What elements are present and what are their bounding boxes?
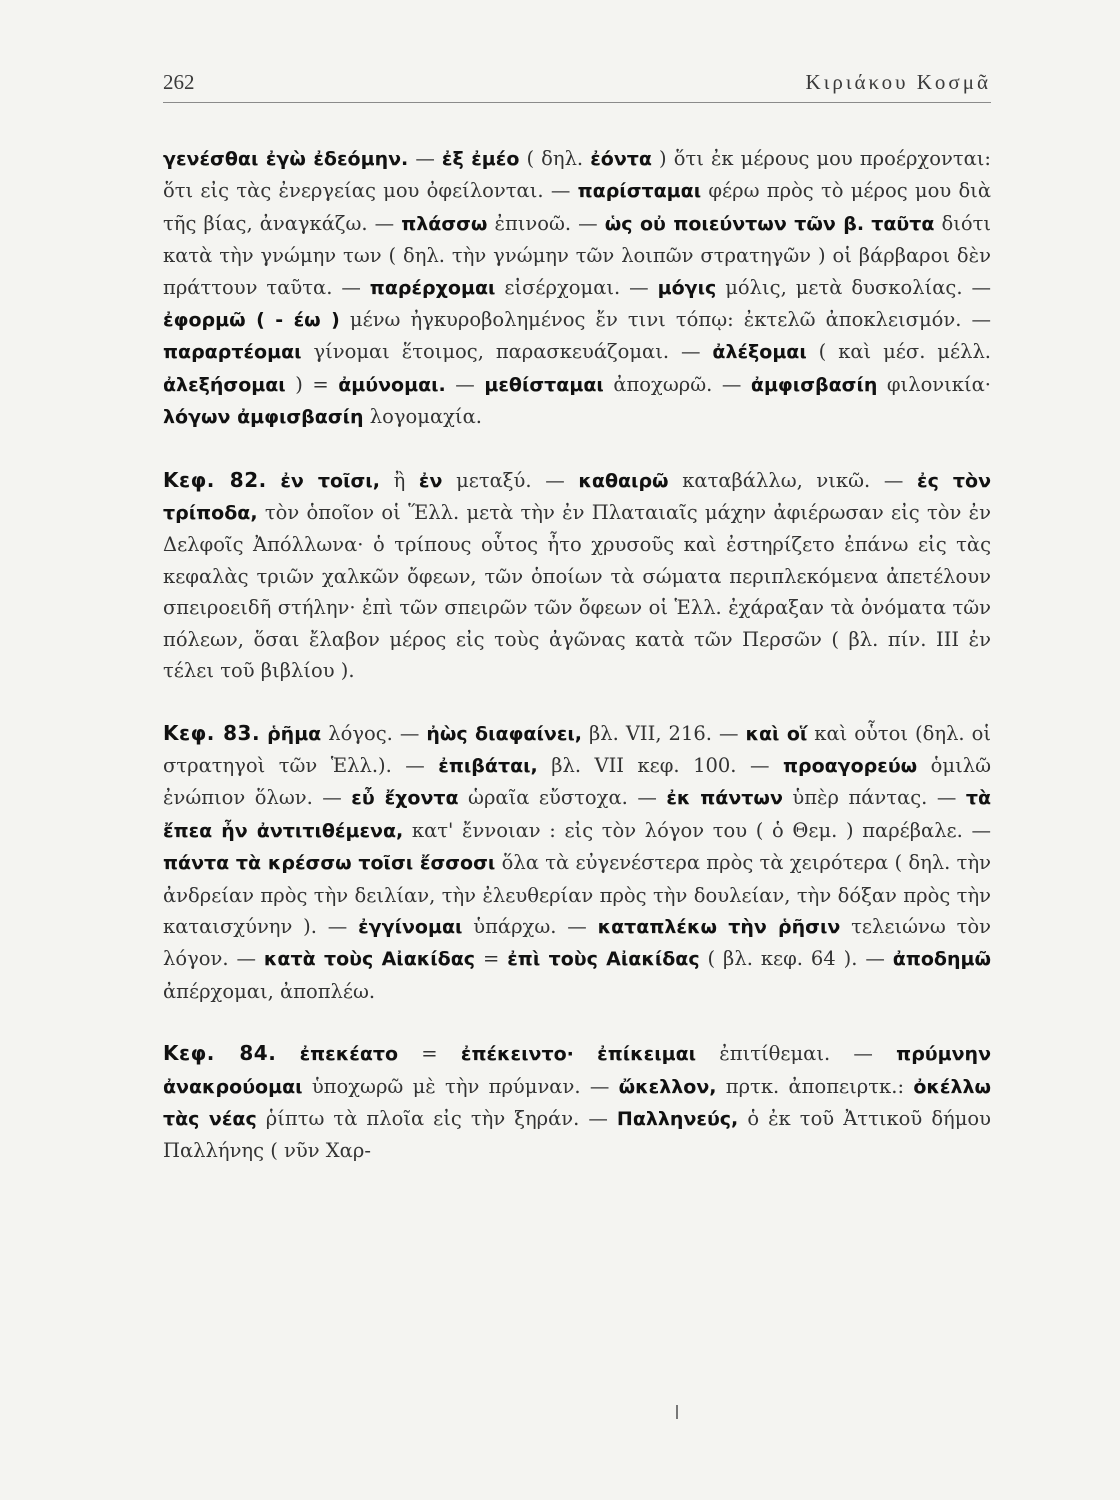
paragraph-chapter-83 <box>163 718 991 1008</box>
lemma-term: εὖ ἔχοντα <box>351 787 459 810</box>
gloss-text: ) ὅτι ἐκ μέρους μου προέρχονται: ὅτι εἰς τὰς ἐνεργείας μου ὀφείλονται. — <box>163 147 991 203</box>
gloss-text: ὑπάρχω. — <box>462 914 598 938</box>
lemma-term: πλάσσω <box>401 212 488 235</box>
gloss-text: ( δηλ. <box>519 147 591 170</box>
paragraph-chapter-82 <box>163 465 991 687</box>
gloss-text: καὶ οὗτοι (δηλ. οἱ στρατηγοὶ τῶν Ἑλλ.). — <box>163 721 992 777</box>
gloss-text: βλ. VII, 216. — <box>582 721 746 745</box>
gloss-text: γίνομαι ἕτοιμος, παρασκευάζομαι. — <box>301 340 713 364</box>
lemma-term: Παλληνεύς, <box>616 1107 739 1130</box>
lemma-term: ἐκ πάντων <box>666 787 783 810</box>
chapter-heading: Κεφ. 84. <box>163 1041 277 1066</box>
gloss-text: ὡραῖα εὔστοχα. — <box>458 786 667 810</box>
lemma-term: ἐν <box>418 469 443 492</box>
lemma-term: τὰ ἔπεα ἦν ἀντιτιθέμενα, <box>163 787 991 842</box>
lemma-term: ἀλέξομαι <box>712 341 807 364</box>
gloss-text <box>276 1042 299 1065</box>
lemma-term: ἐπίκειμαι <box>597 1043 697 1066</box>
gloss-text: ἐπινοῶ. — <box>487 211 605 235</box>
gloss-text: ὅλα τὰ εὐγενέστερα πρὸς τὰ χειρότερα ( δηλ. τὴν ἀνδρείαν πρὸς τὴν δειλίαν, τὴν ἐλευθερίαν πρὸς τὴν δουλείαν, τὴν δόξαν πρὸς τὴν καταισχύνην ). — <box>163 851 991 938</box>
gloss-text: τελειώνω τὸν λόγον. — <box>163 914 991 971</box>
chapter-heading: Κεφ. 83. <box>163 720 261 745</box>
gloss-text: ( βλ. κεφ. 64 ). — <box>699 947 893 971</box>
lemma-term: ἐξ ἐμέο <box>441 148 520 170</box>
lemma-term: καθαιρῶ <box>578 469 669 492</box>
gloss-text: ὑπὲρ πάντας. — <box>782 786 966 810</box>
lemma-term: μόγις <box>657 276 717 299</box>
chapter-heading: Κεφ. 82. <box>163 467 267 492</box>
body-text <box>163 143 991 1167</box>
gloss-text: φέρω πρὸς τὸ μέρος μου διὰ τῆς βίας, ἀναγκάζω. — <box>163 179 991 235</box>
lemma-term: καὶ οἵ <box>745 722 808 745</box>
lemma-term: προαγορεύω <box>782 754 918 777</box>
running-head: Κιριάκου Κοσμᾶ <box>805 70 991 94</box>
lemma-term: ἐπὶ τοὺς Αἰακίδας <box>507 948 700 971</box>
lemma-term: ἐπέκειντο· <box>460 1043 574 1066</box>
lemma-term: κατὰ τοὺς Αἰακίδας <box>263 948 476 971</box>
lemma-term: παρίσταμαι <box>577 180 702 203</box>
gloss-text: ἀπέρχομαι, ἀποπλέω. <box>163 979 376 1003</box>
gloss-text: καταβάλλω, νικῶ. — <box>668 468 917 492</box>
gloss-text: ὁμιλῶ ἐνώπιον ὅλων. — <box>163 753 991 810</box>
lemma-term: πρύμνην ἀνακρούομαι <box>163 1043 992 1098</box>
lemma-term: ἐόντα <box>590 148 652 170</box>
lemma-term: ὀκέλλω τὰς νέας <box>163 1075 992 1130</box>
gloss-text: πρτκ. ἀποπειρτκ.: <box>716 1074 914 1098</box>
gloss-text: λόγος. — <box>321 721 427 745</box>
gloss-text: λογομαχία. <box>363 405 482 429</box>
lemma-term: ἀλεξήσομαι <box>163 373 286 396</box>
lemma-term: ἀποδημῶ <box>892 948 991 971</box>
gloss-text: — <box>445 372 485 396</box>
gloss-text: ἢ <box>379 468 419 492</box>
lemma-term: ῥῆμα <box>267 722 322 745</box>
gloss-text: — <box>408 147 442 170</box>
gloss-text: = <box>398 1042 461 1066</box>
lemma-term: ἐφορμῶ ( - έω ) <box>163 309 340 332</box>
lemma-term: παρέρχομαι <box>369 276 496 299</box>
lemma-term: ὤκελλον, <box>618 1075 717 1098</box>
lemma-term: μεθίσταμαι <box>484 373 604 396</box>
gloss-text: μόλις, μετὰ δυσκολίας. — <box>716 275 991 299</box>
gloss-text <box>260 722 267 745</box>
lemma-term: ἐν τοῖσι, <box>280 469 380 492</box>
gloss-text: ἀποχωρῶ. — <box>603 372 751 396</box>
gloss-text: ( καὶ μέσ. μέλλ. <box>806 340 991 364</box>
lemma-term: ἐς τὸν τρίποδα, <box>163 469 992 525</box>
gloss-text: ἐπιτίθεμαι. — <box>696 1042 897 1066</box>
gloss-text: εἰσέρχομαι. — <box>495 275 658 299</box>
paragraph-chapter-84 <box>163 1038 991 1167</box>
lemma-term: παραρτέομαι <box>163 341 302 364</box>
lemma-term: ἀμφισβασίη <box>750 373 878 396</box>
gloss-text <box>574 1042 597 1065</box>
gloss-text: ῥίπτω τὰ πλοῖα εἰς τὴν ξηράν. — <box>256 1106 617 1130</box>
page-number: 262 <box>163 70 195 94</box>
lemma-term: γενέσθαι ἐγὼ ἐδεόμην. <box>163 148 409 170</box>
lemma-term: ὡς οὐ ποιεύντων τῶν β. <box>604 212 865 235</box>
page-header <box>163 70 991 103</box>
gloss-text: ὁ ἐκ τοῦ Ἀττικοῦ δήμου Παλλήνης ( νῦν Χαρ- <box>163 1106 992 1163</box>
gloss-text: μεταξύ. — <box>442 468 579 492</box>
lemma-term: ἀμύνομαι. <box>338 373 446 396</box>
lemma-term: πάντα τὰ κρέσσω τοῖσι ἔσσοσι <box>163 852 496 875</box>
gloss-text: = <box>475 947 508 971</box>
lemma-term: ἐπιβάται, <box>438 754 538 777</box>
lemma-term: ἐγγίνομαι <box>358 915 463 938</box>
lemma-term: ἐπεκέατο <box>299 1043 399 1066</box>
lemma-term: λόγων ἀμφισβασίη <box>163 406 364 429</box>
lemma-term: ἠὼς διαφαίνει, <box>426 722 583 745</box>
gloss-text: μένω ἠγκυροβολημένος ἔν τινι τόπῳ: ἐκτελῶ ἀποκλεισμόν. — <box>339 308 991 332</box>
lemma-term: ταῦτα <box>871 212 935 235</box>
gloss-text: ) = <box>285 372 339 396</box>
paragraph-glosses-continued <box>163 143 991 434</box>
gloss-text: φιλονικία· <box>877 372 992 396</box>
lemma-term: καταπλέκω τὴν ῥῆσιν <box>597 915 841 938</box>
gloss-text: κατ' ἔννοιαν : εἰς τὸν λόγον του ( ὁ Θεμ. ) παρέβαλε. — <box>403 818 991 842</box>
gloss-text: τὸν ὁποῖον οἱ Ἕλλ. μετὰ τὴν ἐν Πλαταιαῖς μάχην ἀφιέρωσαν εἰς τὸν ἐν Δελφοῖς Ἀπόλλωνα· ὁ τρίπους οὗτος ἦτο χρυσοῦς καὶ ἐστηρίζετο ἐπάνω εἰς τὰς κεφαλὰς τριῶν χαλκῶν ὄφεων, τῶν ὁποίων τὰ σώματα περιπλεκόμενα ἀπετέλουν σπειροειδῆ στήλην· ἐπὶ τῶν σπειρῶν τῶν ὄφεων οἱ Ἑλλ. ἐχάραξαν τὰ ὀνόματα τῶν πόλεων, ὅσαι ἔλαβον μέρος εἰς τοὺς ἀγῶνας κατὰ τῶν Περσῶν ( βλ. πίν. III ἐν τέλει τοῦ βιβλίου ). <box>163 501 991 683</box>
gloss-text: βλ. VII κεφ. 100. — <box>537 753 783 777</box>
gloss-text: διότι κατὰ τὴν γνώμην των ( δηλ. τὴν γνώμην τῶν λοιπῶν στρατηγῶν ) οἱ βάρβαροι δὲν πράττουν ταῦτα. — <box>163 211 992 299</box>
gloss-text <box>267 469 281 492</box>
gloss-text: ὑποχωρῶ μὲ τὴν πρύμναν. — <box>302 1074 619 1098</box>
print-mark <box>676 1405 678 1419</box>
